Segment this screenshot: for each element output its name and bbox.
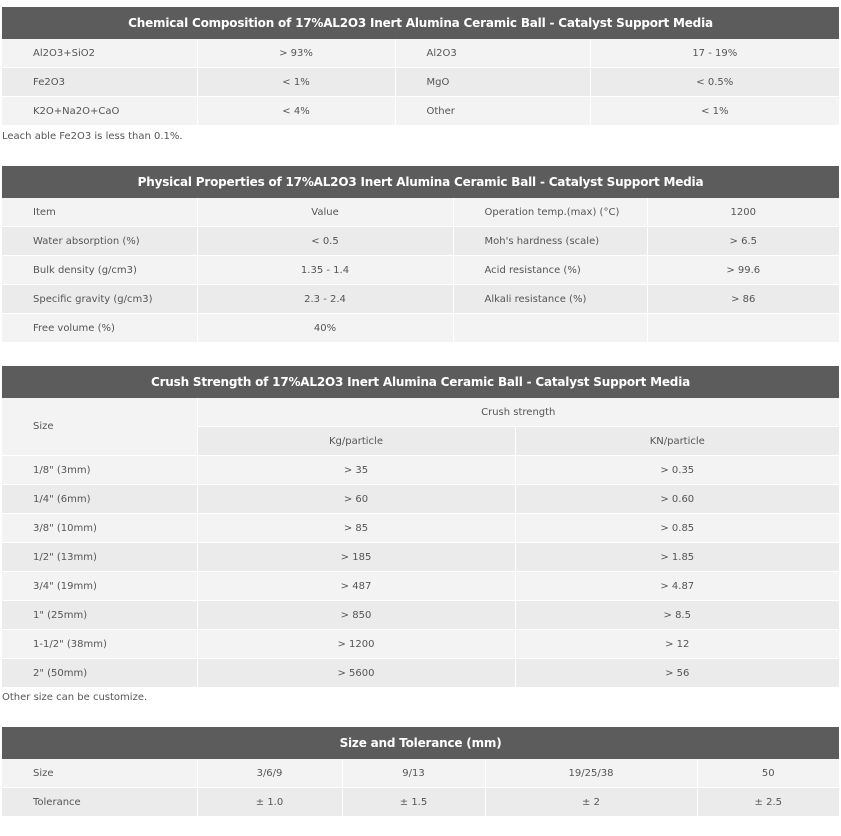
table-cell: > 4.87 xyxy=(515,572,839,601)
table-cell: Value xyxy=(197,198,453,227)
table-row xyxy=(2,256,839,285)
table-cell: > 56 xyxy=(515,659,839,688)
table-cell: Free volume (%) xyxy=(2,314,197,343)
table-cell: 1-1/2" (38mm) xyxy=(2,630,197,659)
table-cell: 3/8" (10mm) xyxy=(2,514,197,543)
crush-note: Other size can be customize. xyxy=(2,692,148,703)
kn-particle-header: KN/particle xyxy=(515,427,839,456)
table-cell: ± 2 xyxy=(485,788,697,817)
crush-strength-title: Crush Strength of 17%AL2O3 Inert Alumina Ceramic Ball - Catalyst Support Media xyxy=(2,366,839,398)
table-header-row xyxy=(2,398,839,427)
table-cell: 17 - 19% xyxy=(590,39,839,68)
table-cell: > 86 xyxy=(647,285,839,314)
table-cell: K2O+Na2O+CaO xyxy=(2,97,197,126)
table-cell: Size xyxy=(2,759,197,788)
physical-properties-title: Physical Properties of 17%AL2O3 Inert Alumina Ceramic Ball - Catalyst Support Media xyxy=(2,166,839,198)
table-cell: Acid resistance (%) xyxy=(453,256,647,285)
chemical-note: Leach able Fe2O3 is less than 0.1%. xyxy=(2,131,183,142)
kg-particle-header: Kg/particle xyxy=(197,427,515,456)
table-cell: 50 xyxy=(697,759,839,788)
table-row xyxy=(2,285,839,314)
table-cell: Water absorption (%) xyxy=(2,227,197,256)
table-cell: > 93% xyxy=(197,39,395,68)
physical-properties-table xyxy=(2,166,839,343)
table-cell: Specific gravity (g/cm3) xyxy=(2,285,197,314)
size-tolerance-table xyxy=(2,727,839,817)
table-cell: > 8.5 xyxy=(515,601,839,630)
table-cell: Al2O3+SiO2 xyxy=(2,39,197,68)
table-cell: > 6.5 xyxy=(647,227,839,256)
table-cell: 1" (25mm) xyxy=(2,601,197,630)
table-cell: > 185 xyxy=(197,543,515,572)
table-cell: > 85 xyxy=(197,514,515,543)
table-cell: 2" (50mm) xyxy=(2,659,197,688)
table-cell: > 0.60 xyxy=(515,485,839,514)
table-cell xyxy=(647,314,839,343)
table-row xyxy=(2,659,839,688)
table-cell: > 12 xyxy=(515,630,839,659)
table-row xyxy=(2,601,839,630)
table-cell: > 850 xyxy=(197,601,515,630)
table-row xyxy=(2,314,839,343)
table-cell: > 487 xyxy=(197,572,515,601)
table-row xyxy=(2,630,839,659)
table-cell: 40% xyxy=(197,314,453,343)
chemical-composition-table xyxy=(2,7,839,126)
table-cell: Alkali resistance (%) xyxy=(453,285,647,314)
table-cell: Other xyxy=(395,97,590,126)
table-cell: MgO xyxy=(395,68,590,97)
table-cell: ± 2.5 xyxy=(697,788,839,817)
table-row xyxy=(2,68,839,97)
table-row xyxy=(2,759,839,788)
crush-strength-table xyxy=(2,366,839,688)
table-cell: 1200 xyxy=(647,198,839,227)
table-cell: Bulk density (g/cm3) xyxy=(2,256,197,285)
table-cell: < 1% xyxy=(197,68,395,97)
table-row xyxy=(2,39,839,68)
table-cell: > 5600 xyxy=(197,659,515,688)
crush-strength-group-header: Crush strength xyxy=(197,398,839,427)
table-cell: 1/2" (13mm) xyxy=(2,543,197,572)
table-cell: > 1.85 xyxy=(515,543,839,572)
table-cell: > 99.6 xyxy=(647,256,839,285)
table-cell: 1.35 - 1.4 xyxy=(197,256,453,285)
table-cell: < 4% xyxy=(197,97,395,126)
table-row xyxy=(2,572,839,601)
table-cell: ± 1.5 xyxy=(342,788,485,817)
table-cell: Operation temp.(max) (°C) xyxy=(453,198,647,227)
table-cell: > 60 xyxy=(197,485,515,514)
table-cell: 1/4" (6mm) xyxy=(2,485,197,514)
table-cell: Moh's hardness (scale) xyxy=(453,227,647,256)
table-cell xyxy=(453,314,647,343)
table-row xyxy=(2,788,839,817)
table-cell: > 1200 xyxy=(197,630,515,659)
table-cell: < 0.5% xyxy=(590,68,839,97)
table-row xyxy=(2,543,839,572)
table-cell: 1/8" (3mm) xyxy=(2,456,197,485)
table-cell: Tolerance xyxy=(2,788,197,817)
table-cell: ± 1.0 xyxy=(197,788,342,817)
table-cell: < 1% xyxy=(590,97,839,126)
size-header: Size xyxy=(2,398,197,456)
table-row xyxy=(2,456,839,485)
chemical-composition-title: Chemical Composition of 17%AL2O3 Inert Alumina Ceramic Ball - Catalyst Support Media xyxy=(2,7,839,39)
table-cell: 3/6/9 xyxy=(197,759,342,788)
table-row xyxy=(2,514,839,543)
table-cell: 9/13 xyxy=(342,759,485,788)
table-cell: 19/25/38 xyxy=(485,759,697,788)
table-cell: > 0.35 xyxy=(515,456,839,485)
table-row xyxy=(2,227,839,256)
table-cell: 2.3 - 2.4 xyxy=(197,285,453,314)
table-row xyxy=(2,97,839,126)
table-cell: Al2O3 xyxy=(395,39,590,68)
table-row xyxy=(2,485,839,514)
table-cell: 3/4" (19mm) xyxy=(2,572,197,601)
table-cell: > 35 xyxy=(197,456,515,485)
table-row xyxy=(2,198,839,227)
table-cell: Item xyxy=(2,198,197,227)
size-tolerance-title: Size and Tolerance (mm) xyxy=(2,727,839,759)
table-cell: < 0.5 xyxy=(197,227,453,256)
table-cell: > 0.85 xyxy=(515,514,839,543)
table-cell: Fe2O3 xyxy=(2,68,197,97)
